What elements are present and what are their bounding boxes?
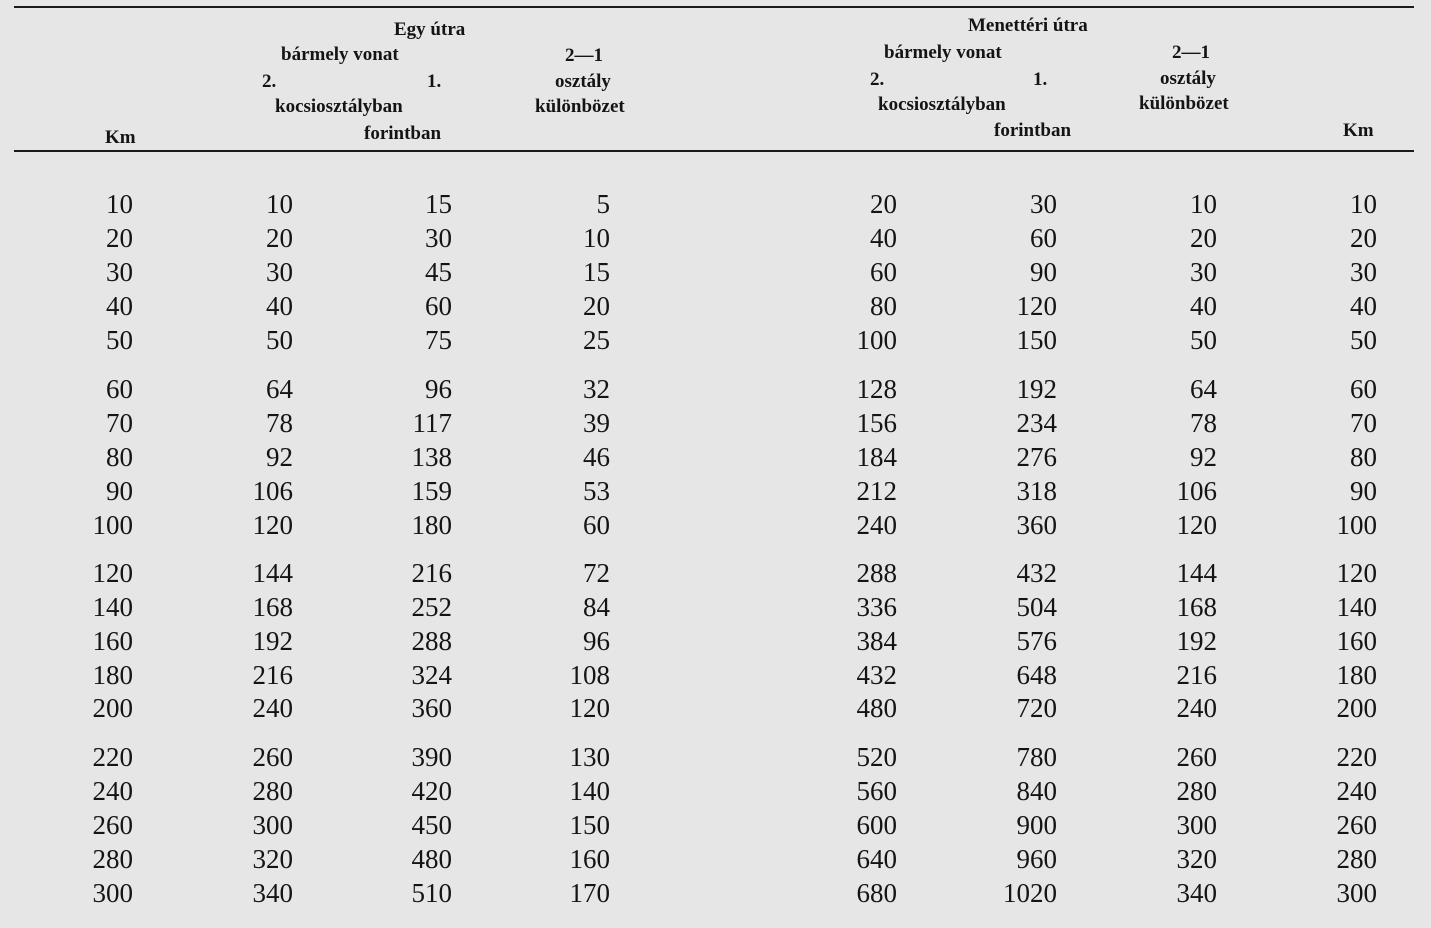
cell-return-class1: 276 [1016, 442, 1057, 472]
cell-one-way-diff: 32 [583, 374, 610, 404]
cell-return-diff: 40 [1190, 291, 1217, 321]
cell-km-right: 200 [1336, 693, 1377, 723]
cell-one-way-diff: 150 [569, 810, 610, 840]
cell-return-class1: 900 [1016, 810, 1057, 840]
cell-one-way-class2: 20 [266, 223, 293, 253]
one-way-diff-line2: osztály [555, 71, 611, 92]
cell-one-way-class1: 30 [425, 223, 452, 253]
cell-return-class2: 680 [856, 878, 897, 908]
cell-one-way-diff: 15 [583, 257, 610, 287]
cell-one-way-class1: 288 [411, 626, 452, 656]
one-way-class2: 2. [262, 71, 277, 92]
cell-return-class2: 100 [856, 325, 897, 355]
cell-return-class2: 60 [870, 257, 897, 287]
cell-return-diff: 320 [1176, 844, 1217, 874]
cell-km: 260 [92, 810, 133, 840]
cell-one-way-class1: 252 [411, 592, 452, 622]
cell-return-diff: 192 [1176, 626, 1217, 656]
cell-km: 180 [92, 660, 133, 690]
cell-one-way-class2: 168 [252, 592, 293, 622]
cell-one-way-class1: 510 [411, 878, 452, 908]
cell-km-right: 260 [1336, 810, 1377, 840]
cell-return-class1: 720 [1016, 693, 1057, 723]
cell-return-class1: 318 [1016, 476, 1057, 506]
cell-return-diff: 50 [1190, 325, 1217, 355]
one-way-car-class: kocsiosztályban [275, 96, 403, 117]
cell-one-way-class2: 10 [266, 189, 293, 219]
cell-return-class2: 288 [856, 558, 897, 588]
cell-return-diff: 106 [1176, 476, 1217, 506]
cell-km: 100 [92, 510, 133, 540]
cell-km: 160 [92, 626, 133, 656]
cell-km-right: 50 [1350, 325, 1377, 355]
cell-km-right: 180 [1336, 660, 1377, 690]
cell-km-right: 280 [1336, 844, 1377, 874]
cell-km: 140 [92, 592, 133, 622]
cell-one-way-class1: 324 [411, 660, 452, 690]
cell-return-class2: 240 [856, 510, 897, 540]
cell-return-class2: 480 [856, 693, 897, 723]
cell-return-diff: 10 [1190, 189, 1217, 219]
cell-km: 10 [106, 189, 133, 219]
cell-km: 280 [92, 844, 133, 874]
cell-km: 300 [92, 878, 133, 908]
one-way-title: Egy útra [394, 19, 466, 40]
return-diff-line1: 2—1 [1172, 42, 1210, 63]
cell-km-right: 40 [1350, 291, 1377, 321]
cell-return-class2: 560 [856, 776, 897, 806]
cell-km: 20 [106, 223, 133, 253]
cell-one-way-diff: 160 [569, 844, 610, 874]
one-way-class1: 1. [427, 71, 442, 92]
cell-km-right: 240 [1336, 776, 1377, 806]
cell-km: 60 [106, 374, 133, 404]
cell-return-class1: 90 [1030, 257, 1057, 287]
one-way-diff-line3: különbözet [535, 96, 625, 117]
cell-one-way-diff: 25 [583, 325, 610, 355]
cell-return-diff: 340 [1176, 878, 1217, 908]
cell-one-way-class2: 340 [252, 878, 293, 908]
return-any-train: bármely vonat [884, 42, 1002, 63]
cell-one-way-class2: 300 [252, 810, 293, 840]
cell-one-way-class1: 420 [411, 776, 452, 806]
cell-one-way-class2: 240 [252, 693, 293, 723]
cell-one-way-class1: 480 [411, 844, 452, 874]
cell-return-class1: 1020 [1003, 878, 1057, 908]
return-diff-line2: osztály [1160, 68, 1216, 89]
return-diff-line3: különbözet [1139, 93, 1229, 114]
cell-return-diff: 64 [1190, 374, 1217, 404]
cell-return-class2: 384 [856, 626, 897, 656]
cell-return-class1: 504 [1016, 592, 1057, 622]
cell-return-class1: 960 [1016, 844, 1057, 874]
cell-return-class2: 40 [870, 223, 897, 253]
cell-return-class2: 640 [856, 844, 897, 874]
km-left-label: Km [105, 127, 136, 148]
cell-one-way-class2: 144 [252, 558, 293, 588]
cell-return-class1: 432 [1016, 558, 1057, 588]
cell-return-class1: 30 [1030, 189, 1057, 219]
return-car-class: kocsiosztályban [878, 94, 1006, 115]
km-right-label: Km [1343, 120, 1374, 141]
cell-return-diff: 92 [1190, 442, 1217, 472]
one-way-currency: forintban [364, 123, 442, 144]
cell-km-right: 30 [1350, 257, 1377, 287]
cell-one-way-class1: 390 [411, 742, 452, 772]
cell-one-way-diff: 72 [583, 558, 610, 588]
cell-one-way-diff: 108 [569, 660, 610, 690]
cell-km-right: 20 [1350, 223, 1377, 253]
cell-return-class2: 212 [856, 476, 897, 506]
cell-one-way-class2: 92 [266, 442, 293, 472]
cell-one-way-diff: 39 [583, 408, 610, 438]
cell-return-diff: 168 [1176, 592, 1217, 622]
cell-one-way-class2: 50 [266, 325, 293, 355]
cell-return-class2: 184 [856, 442, 897, 472]
cell-one-way-diff: 140 [569, 776, 610, 806]
cell-one-way-diff: 10 [583, 223, 610, 253]
cell-km: 90 [106, 476, 133, 506]
cell-return-class2: 520 [856, 742, 897, 772]
cell-return-class2: 432 [856, 660, 897, 690]
cell-return-class1: 840 [1016, 776, 1057, 806]
return-class2: 2. [870, 69, 885, 90]
cell-km: 50 [106, 325, 133, 355]
cell-one-way-diff: 170 [569, 878, 610, 908]
cell-km-right: 120 [1336, 558, 1377, 588]
cell-one-way-class2: 192 [252, 626, 293, 656]
cell-km: 120 [92, 558, 133, 588]
cell-km: 40 [106, 291, 133, 321]
cell-one-way-class1: 75 [425, 325, 452, 355]
cell-one-way-class1: 117 [412, 408, 452, 438]
cell-one-way-class1: 138 [411, 442, 452, 472]
return-currency: forintban [994, 120, 1072, 141]
cell-km-right: 90 [1350, 476, 1377, 506]
cell-return-class1: 192 [1016, 374, 1057, 404]
cell-one-way-class1: 159 [411, 476, 452, 506]
cell-one-way-class1: 360 [411, 693, 452, 723]
cell-return-class1: 360 [1016, 510, 1057, 540]
cell-one-way-class2: 64 [266, 374, 293, 404]
cell-km: 240 [92, 776, 133, 806]
one-way-any-train: bármely vonat [281, 44, 399, 65]
cell-one-way-diff: 20 [583, 291, 610, 321]
cell-km-right: 60 [1350, 374, 1377, 404]
cell-return-class1: 60 [1030, 223, 1057, 253]
cell-one-way-class1: 60 [425, 291, 452, 321]
cell-one-way-diff: 60 [583, 510, 610, 540]
cell-km: 220 [92, 742, 133, 772]
cell-one-way-class2: 106 [252, 476, 293, 506]
cell-km: 70 [106, 408, 133, 438]
cell-km-right: 10 [1350, 189, 1377, 219]
cell-one-way-class2: 280 [252, 776, 293, 806]
cell-km-right: 140 [1336, 592, 1377, 622]
cell-return-diff: 78 [1190, 408, 1217, 438]
cell-km: 80 [106, 442, 133, 472]
return-title: Menettéri útra [968, 15, 1088, 36]
cell-return-diff: 216 [1176, 660, 1217, 690]
cell-km-right: 100 [1336, 510, 1377, 540]
cell-one-way-class1: 450 [411, 810, 452, 840]
cell-km-right: 160 [1336, 626, 1377, 656]
cell-return-class2: 80 [870, 291, 897, 321]
cell-one-way-diff: 120 [569, 693, 610, 723]
return-class1: 1. [1033, 69, 1048, 90]
cell-one-way-diff: 46 [583, 442, 610, 472]
cell-one-way-class1: 45 [425, 257, 452, 287]
cell-one-way-diff: 130 [569, 742, 610, 772]
cell-return-diff: 240 [1176, 693, 1217, 723]
cell-one-way-class2: 260 [252, 742, 293, 772]
cell-one-way-class1: 180 [411, 510, 452, 540]
cell-return-diff: 120 [1176, 510, 1217, 540]
cell-return-class2: 336 [856, 592, 897, 622]
cell-return-class1: 120 [1016, 291, 1057, 321]
cell-one-way-class2: 40 [266, 291, 293, 321]
cell-return-class2: 600 [856, 810, 897, 840]
cell-one-way-diff: 84 [583, 592, 610, 622]
cell-km-right: 70 [1350, 408, 1377, 438]
cell-one-way-class1: 216 [411, 558, 452, 588]
cell-one-way-class2: 30 [266, 257, 293, 287]
cell-return-class2: 156 [856, 408, 897, 438]
cell-one-way-diff: 5 [596, 189, 610, 219]
cell-one-way-class2: 216 [252, 660, 293, 690]
cell-one-way-class1: 96 [425, 374, 452, 404]
cell-km-right: 80 [1350, 442, 1377, 472]
cell-return-diff: 280 [1176, 776, 1217, 806]
cell-return-diff: 260 [1176, 742, 1217, 772]
cell-return-class1: 576 [1016, 626, 1057, 656]
cell-return-class2: 128 [856, 374, 897, 404]
cell-return-diff: 20 [1190, 223, 1217, 253]
one-way-diff-line1: 2—1 [565, 45, 603, 66]
cell-return-diff: 300 [1176, 810, 1217, 840]
cell-one-way-class2: 120 [252, 510, 293, 540]
cell-one-way-class2: 320 [252, 844, 293, 874]
cell-return-diff: 144 [1176, 558, 1217, 588]
cell-return-diff: 30 [1190, 257, 1217, 287]
cell-km-right: 300 [1336, 878, 1377, 908]
cell-one-way-diff: 53 [583, 476, 610, 506]
cell-one-way-class2: 78 [266, 408, 293, 438]
cell-return-class1: 648 [1016, 660, 1057, 690]
cell-return-class2: 20 [870, 189, 897, 219]
cell-km: 200 [92, 693, 133, 723]
cell-one-way-class1: 15 [425, 189, 452, 219]
cell-one-way-diff: 96 [583, 626, 610, 656]
cell-return-class1: 234 [1016, 408, 1057, 438]
cell-km-right: 220 [1336, 742, 1377, 772]
cell-return-class1: 780 [1016, 742, 1057, 772]
cell-return-class1: 150 [1016, 325, 1057, 355]
cell-km: 30 [106, 257, 133, 287]
